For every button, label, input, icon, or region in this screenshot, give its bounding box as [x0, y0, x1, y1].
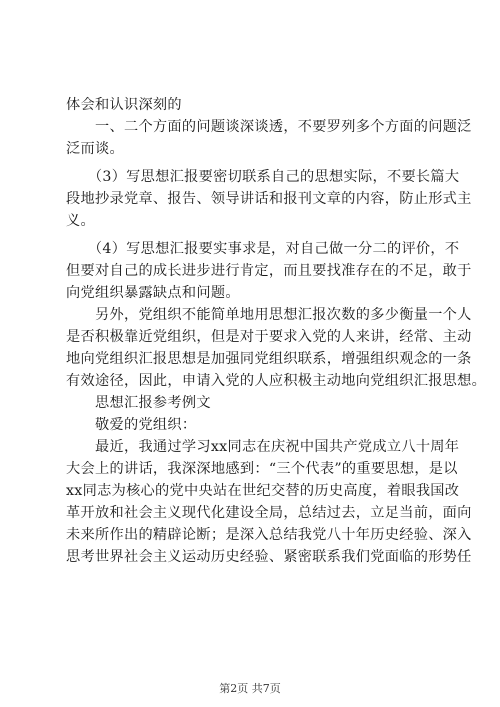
text-line: 是否积极靠近党组织，但是对于要求入党的人来讲，经常、主动 — [66, 329, 472, 345]
text-line: 体会和认识深刻的 — [66, 97, 182, 113]
text-line: 段地抄录党章、报告、领导讲话和报刊文章的内容，防止形式主 — [66, 191, 472, 207]
salutation: 敬爱的党组织： — [66, 417, 197, 433]
text-line: 革开放和社会主义现代化建设全局，总结过去，立足当前，面向 — [66, 505, 472, 521]
text-line: 有效途径，因此，申请入党的人应积极主动地向党组织汇报思想。 — [66, 373, 487, 389]
text-line: 另外，党组织不能简单地用思想汇报次数的多少衡量一个人 — [66, 307, 472, 323]
text-line: 一、二个方面的问题谈深谈透，不要罗列多个方面的问题泛 — [66, 119, 472, 135]
text-line: （4）写思想汇报要实事求是，对自己做一分二的评价，不 — [66, 241, 460, 257]
text-line: 但要对自己的成长进步进行肯定，而且要找准存在的不足，敢于 — [66, 263, 472, 279]
text-line: 向党组织暴露缺点和问题。 — [66, 285, 240, 301]
text-line: （3）写思想汇报要密切联系自己的思想实际，不要长篇大 — [66, 169, 460, 185]
text-line: 地向党组织汇报思想是加强同党组织联系，增强组织观念的一条 — [66, 351, 472, 367]
text-line: 未来所作出的精辟论断；是深入总结我党八十年历史经验、深入 — [66, 527, 472, 543]
text-line: 最近，我通过学习xx同志在庆祝中国共产党成立八十周年 — [66, 439, 460, 455]
text-line: 义。 — [66, 213, 95, 229]
page-number: 第2页 共7页 — [219, 682, 281, 695]
section-heading: 思想汇报参考例文 — [66, 395, 211, 411]
text-line: 思考世界社会主义运动历史经验、紧密联系我们党面临的形势任 — [66, 549, 472, 565]
text-line: xx同志为核心的党中央站在世纪交替的历史高度，着眼我国改 — [66, 483, 460, 499]
body-text — [66, 94, 487, 568]
text-line: 大会上的讲话，我深深地感到：“三个代表”的重要思想，是以 — [66, 461, 458, 477]
text-line: 泛而谈。 — [66, 141, 124, 157]
